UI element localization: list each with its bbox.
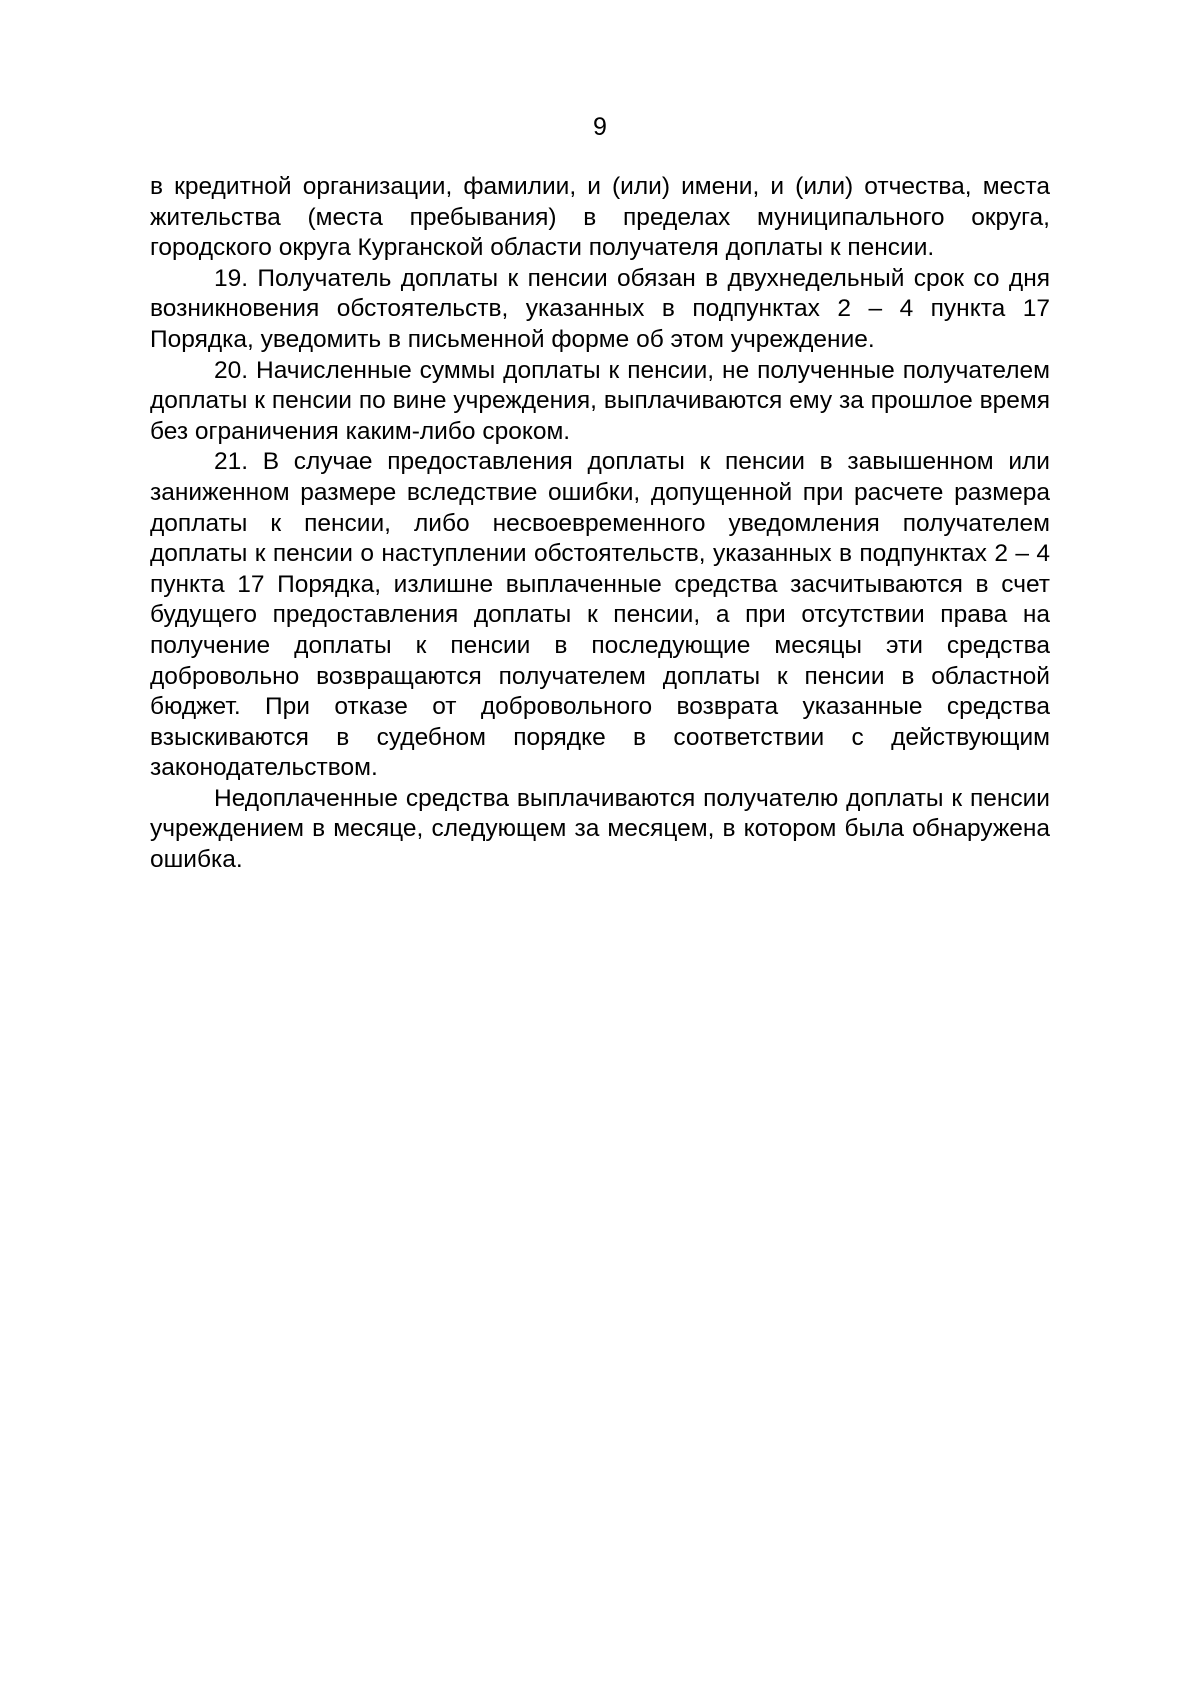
- paragraph-19: 19. Получатель доплаты к пенсии обязан в двухнедельный срок со дня возникновения обстоятельств, указанных в подпунктах 2 – 4 пункта 17 Порядка, уведомить в письменной форме об этом учреждение.: [150, 264, 1050, 353]
- paragraph-continuation: в кредитной организации, фамилии, и (или) имени, и (или) отчества, места жительства (места пребывания) в пределах муниципального округа, городского округа Курганской области получателя доплаты к пенсии.: [150, 173, 1050, 262]
- paragraph-21: 21. В случае предоставления доплаты к пенсии в завышенном или заниженном размере вследствие ошибки, допущенной при расчете размера доплаты к пенсии, либо несвоевременного уведомления получателем доплаты к пенсии о наступлении обстоятельств, указанных в подпунктах 2 – 4 пункта 17 Порядка, излишне выплаченные средства засчитываются в счет будущего предоставления доплаты к пенсии, а при отсутствии права на получение доплаты к пенсии в последующие месяцы эти средства добровольно возвращаются получателем доплаты к пенсии в областной бюджет. При отказе от добровольного возврата указанные средства взыскиваются в судебном порядке в соответствии с действующим законодательством.: [150, 448, 1050, 782]
- document-body: [150, 172, 1050, 876]
- paragraph-20: 20. Начисленные суммы доплаты к пенсии, не полученные получателем доплаты к пенсии по вине учреждения, выплачиваются ему за прошлое время без ограничения каким-либо сроком.: [150, 356, 1050, 445]
- paragraph-underpaid-funds: Недоплаченные средства выплачиваются получателю доплаты к пенсии учреждением в месяце, следующем за месяцем, в котором была обнаружена ошибка.: [150, 784, 1050, 874]
- page-number: 9: [593, 113, 607, 141]
